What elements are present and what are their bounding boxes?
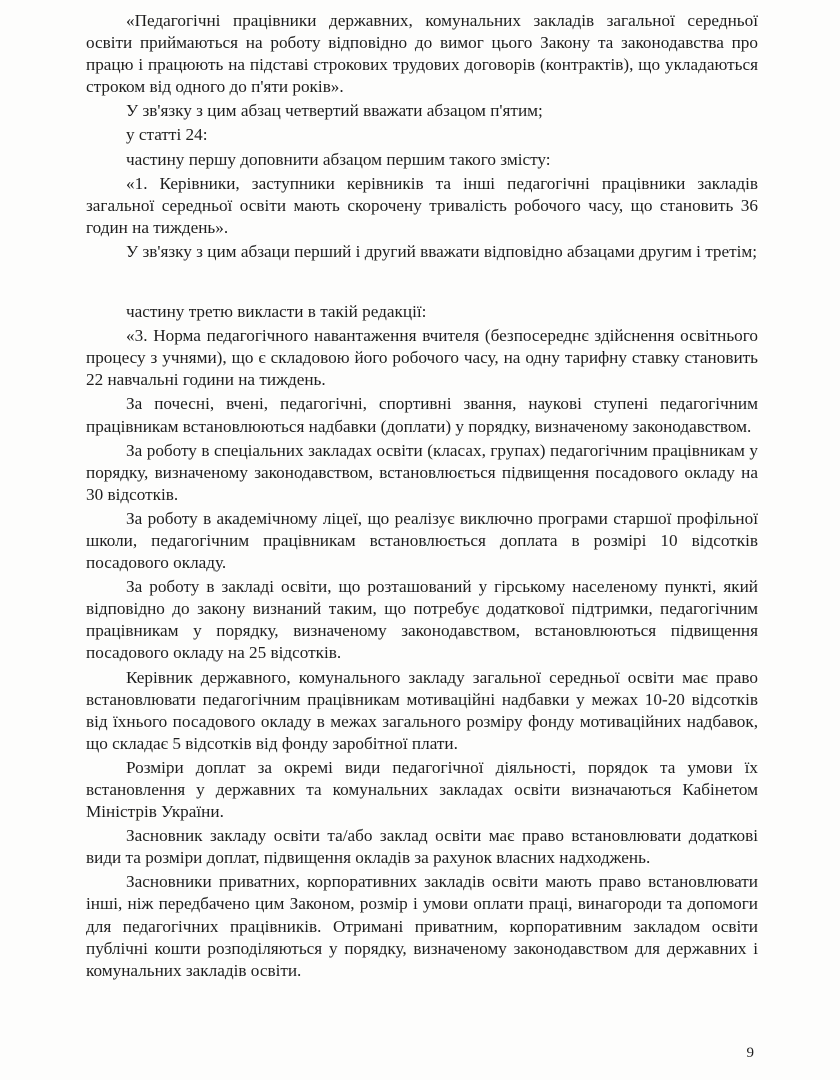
paragraph: частину першу доповнити абзацом першим такого змісту: (126, 149, 551, 169)
paragraph: За роботу в академічному ліцеї, що реалізує виключно програми старшої профільної школи, педагогічним працівникам встановлюється доплата в розмірі 10 відсотків посадового окладу. (86, 508, 758, 573)
paragraph: Засновники приватних, корпоративних закладів освіти мають право встановлювати інші, ніж передбачено цим Законом, розмір і умови оплати праці, винагороди та допомоги для педагогічних працівників. Отримані приватним, корпоративним закладом освіти публічні кошти розподіляються у порядку, визначеному законодавством для державних і комунальних закладів освіти. (86, 872, 758, 980)
document-body (86, 10, 758, 984)
paragraph: у статті 24: (126, 125, 208, 145)
paragraph: Засновник закладу освіти та/або заклад освіти має право встановлювати додаткові види та розміри доплат, підвищення окладів за рахунок власних надходжень. (86, 826, 758, 868)
paragraph: «3. Норма педагогічного навантаження вчителя (безпосереднє здійснення освітнього процесу з учнями), що є складовою його робочого часу, на одну тарифну ставку становить 22 навчальні години на тиждень. (86, 326, 758, 390)
paragraph: частину третю викласти в такій редакції: (126, 302, 427, 322)
paragraph: За почесні, вчені, педагогічні, спортивні звання, наукові ступені педагогічним працівникам встановлюються надбавки (доплати) у порядку, визначеному законодавством. (86, 394, 758, 436)
paragraph: У зв'язку з цим абзац четвертий вважати абзацом п'ятим; (126, 101, 543, 121)
paragraph: Керівник державного, комунального закладу загальної середньої освіти має право встановлювати педагогічним працівникам мотиваційні надбавки у межах 10-20 відсотків від їхнього посадового окладу в межах загального розміру фонду мотиваційних надбавок, що складає 5 відсотків від фонду заробітної плати. (86, 667, 758, 753)
paragraph: «Педагогічні працівники державних, комунальних закладів загальної середньої освіти приймаються на роботу відповідно до вимог цього Закону та законодавства про працю і працюють на підставі строкових трудових договорів (контрактів), що укладаються строком від одного до п'яти років». (86, 11, 758, 97)
paragraph: У зв'язку з цим абзаци перший і другий вважати відповідно абзацами другим і третім; (126, 241, 758, 261)
page-number: 9 (746, 1045, 754, 1061)
paragraph: За роботу в закладі освіти, що розташований у гірському населеному пункті, який відповідно до закону визнаний таким, що потребує додаткової підтримки, педагогічним працівникам у порядку, визначеному законодавством, встановлюються підвищення посадового окладу на 25 відсотків. (86, 577, 758, 663)
paragraph: За роботу в спеціальних закладах освіти (класах, групах) педагогічним працівникам у порядку, визначеному законодавством, встановлюється підвищення посадового окладу на 30 відсотків. (86, 440, 758, 504)
paragraph: «1. Керівники, заступники керівників та інші педагогічні працівники закладів загальної середньої освіти мають скорочену тривалість робочого часу, що становить 36 годин на тиждень». (86, 173, 758, 237)
paragraph: Розміри доплат за окремі види педагогічної діяльності, порядок та умови їх встановлення у державних та комунальних закладах освіти визначаються Кабінетом Міністрів України. (86, 757, 758, 822)
